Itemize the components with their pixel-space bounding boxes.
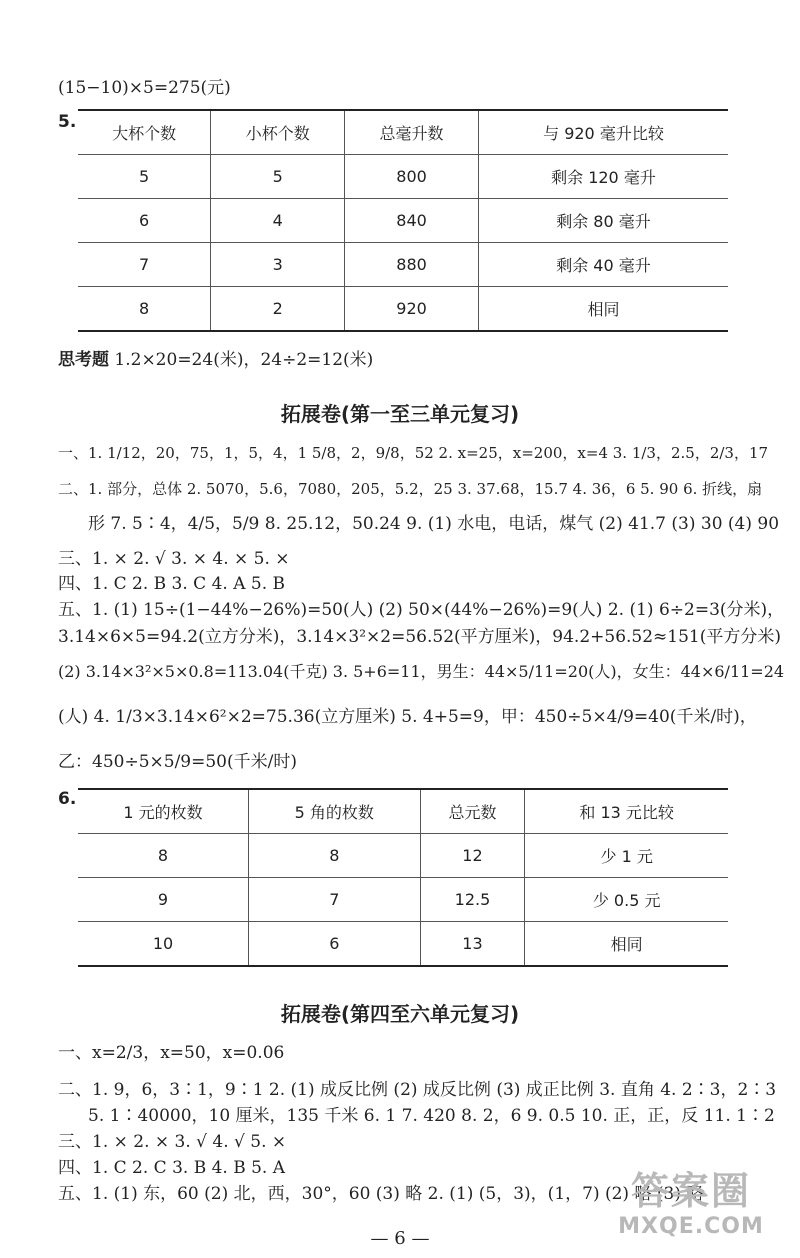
answer-line: 四、1. C 2. C 3. B 4. B 5. A [58, 1158, 286, 1178]
table-cell: 6 [249, 922, 421, 967]
table-cell: 剩余 120 毫升 [478, 155, 728, 199]
watermark-url: MXQE.COM [618, 1214, 764, 1239]
table-header-cell: 和 13 元比较 [525, 789, 728, 834]
table-cell: 9 [157, 890, 169, 909]
watermark-logo [596, 1168, 786, 1250]
table-header-cell: 1 元的枚数 [123, 803, 203, 822]
table-row [78, 834, 728, 878]
think-label: 思考题 [58, 350, 109, 370]
question-6-label: 6. [58, 789, 77, 809]
answer-line: 形 7. 5∶4，4/5，5/9 8. 25.12，50.24 9. (1) 水电，电话，煤气 (2) 41.7 (3) 30 (4) 90 [88, 514, 780, 534]
answer-line: 三、1. × 2. × 3. √ 4. √ 5. × [58, 1132, 287, 1152]
table-cell: 少 1 元 [525, 834, 728, 878]
table-header-row [78, 110, 728, 155]
table-cell: 8 [249, 834, 421, 878]
table-cell: 相同 [478, 287, 728, 332]
table-header-cell: 小杯个数 [211, 110, 345, 155]
answer-line: (2) 3.14×3²×5×0.8=113.04(千克) 3. 5+6=11，男生：44×5/11=20(人)，女生：44×6/11=24 [58, 662, 785, 681]
answer-line: 一、x=2/3，x=50，x=0.06 [58, 1043, 285, 1063]
table-cell: 12.5 [420, 878, 525, 922]
table-cell: 相同 [525, 922, 728, 967]
table-cell: 剩余 80 毫升 [478, 199, 728, 243]
table-cell: 5 [139, 167, 150, 186]
answer-line: 五、1. (1) 东，60 (2) 北，西，30°，60 (3) 略 2. (1) (5，3)，(1，7) (2) 略 (3) 略 [58, 1184, 704, 1204]
table-cell: 8 [139, 299, 150, 318]
watermark-title: 答案圈 [630, 1169, 751, 1213]
top-answer-line: (15−10)×5=275(元) [58, 78, 231, 98]
table-header-cell: 总元数 [420, 789, 525, 834]
table-row [78, 243, 728, 287]
table-cell: 3 [211, 243, 345, 287]
answer-line: (人) 4. 1/3×3.14×6²×2=75.36(立方厘米) 5. 4+5=9，甲：450÷5×4/9=40(千米/时)， [58, 707, 757, 727]
think-text: 1.2×20=24(米)，24÷2=12(米) [114, 350, 374, 370]
answer-line: 一、1. 1/12，20，75，1，5，4，1 5/8，2，9/8，52 2. x=25，x=200，x=4 3. 1/3，2.5，2/3，17 [58, 444, 769, 462]
section-title-2: 拓展卷(第四至六单元复习) [280, 1002, 520, 1026]
table-row [78, 199, 728, 243]
table-cell: 880 [345, 243, 479, 287]
page-number: — 6 — [370, 1228, 430, 1249]
table-header-row [78, 789, 728, 834]
table-cell: 800 [345, 155, 479, 199]
table-cell: 少 0.5 元 [525, 878, 728, 922]
section-title-1: 拓展卷(第一至三单元复习) [280, 402, 520, 426]
table-cell: 5 [211, 155, 345, 199]
table-cell: 920 [345, 287, 479, 332]
question-5-label: 5. [58, 112, 77, 132]
answer-line: 五、1. (1) 15÷(1−44%−26%)=50(人) (2) 50×(44%−26%)=9(人) 2. (1) 6÷2=3(分米)， [58, 600, 785, 620]
answer-line: 二、1. 部分，总体 2. 5070，5.6，7080，205，5.2，25 3. 37.68，15.7 4. 36，6 5. 90 6. 折线，扇 [58, 480, 763, 498]
table-cell: 剩余 40 毫升 [478, 243, 728, 287]
coin-comparison-table [78, 788, 728, 967]
table-header-cell: 大杯个数 [112, 124, 177, 143]
table-row [78, 155, 728, 199]
answer-line: 四、1. C 2. B 3. C 4. A 5. B [58, 574, 286, 594]
table-row [78, 287, 728, 332]
table-cell: 10 [152, 934, 174, 953]
table-cell: 8 [157, 846, 169, 865]
table-cell: 7 [139, 255, 150, 274]
table-cell: 2 [211, 287, 345, 332]
table-row [78, 922, 728, 967]
table-header-cell: 5 角的枚数 [249, 789, 421, 834]
table-cell: 7 [249, 878, 421, 922]
answer-line: 二、1. 9，6，3∶1，9∶1 2. (1) 成反比例 (2) 成反比例 (3) 成正比例 3. 直角 4. 2∶3，2∶3 [58, 1080, 777, 1100]
cup-comparison-table [78, 109, 728, 332]
table-cell: 12 [420, 834, 525, 878]
table-header-cell: 与 920 毫升比较 [478, 110, 728, 155]
table-cell: 840 [345, 199, 479, 243]
answer-line: 5. 1∶40000，10 厘米，135 千米 6. 1 7. 420 8. 2，6 9. 0.5 10. 正，正，反 11. 1∶2 [88, 1106, 775, 1126]
table-header-cell: 总毫升数 [345, 110, 479, 155]
answer-line: 三、1. × 2. √ 3. × 4. × 5. × [58, 549, 290, 569]
answer-line: 乙：450÷5×5/9=50(千米/时) [58, 752, 297, 772]
think-question [58, 352, 373, 369]
table-cell: 13 [420, 922, 525, 967]
table-cell: 4 [211, 199, 345, 243]
table-cell: 6 [139, 211, 150, 230]
answer-line: 3.14×6×5=94.2(立方分米)，3.14×3²×2=56.52(平方厘米)，94.2+56.52≈151(平方分米) [58, 627, 782, 647]
table-row [78, 878, 728, 922]
